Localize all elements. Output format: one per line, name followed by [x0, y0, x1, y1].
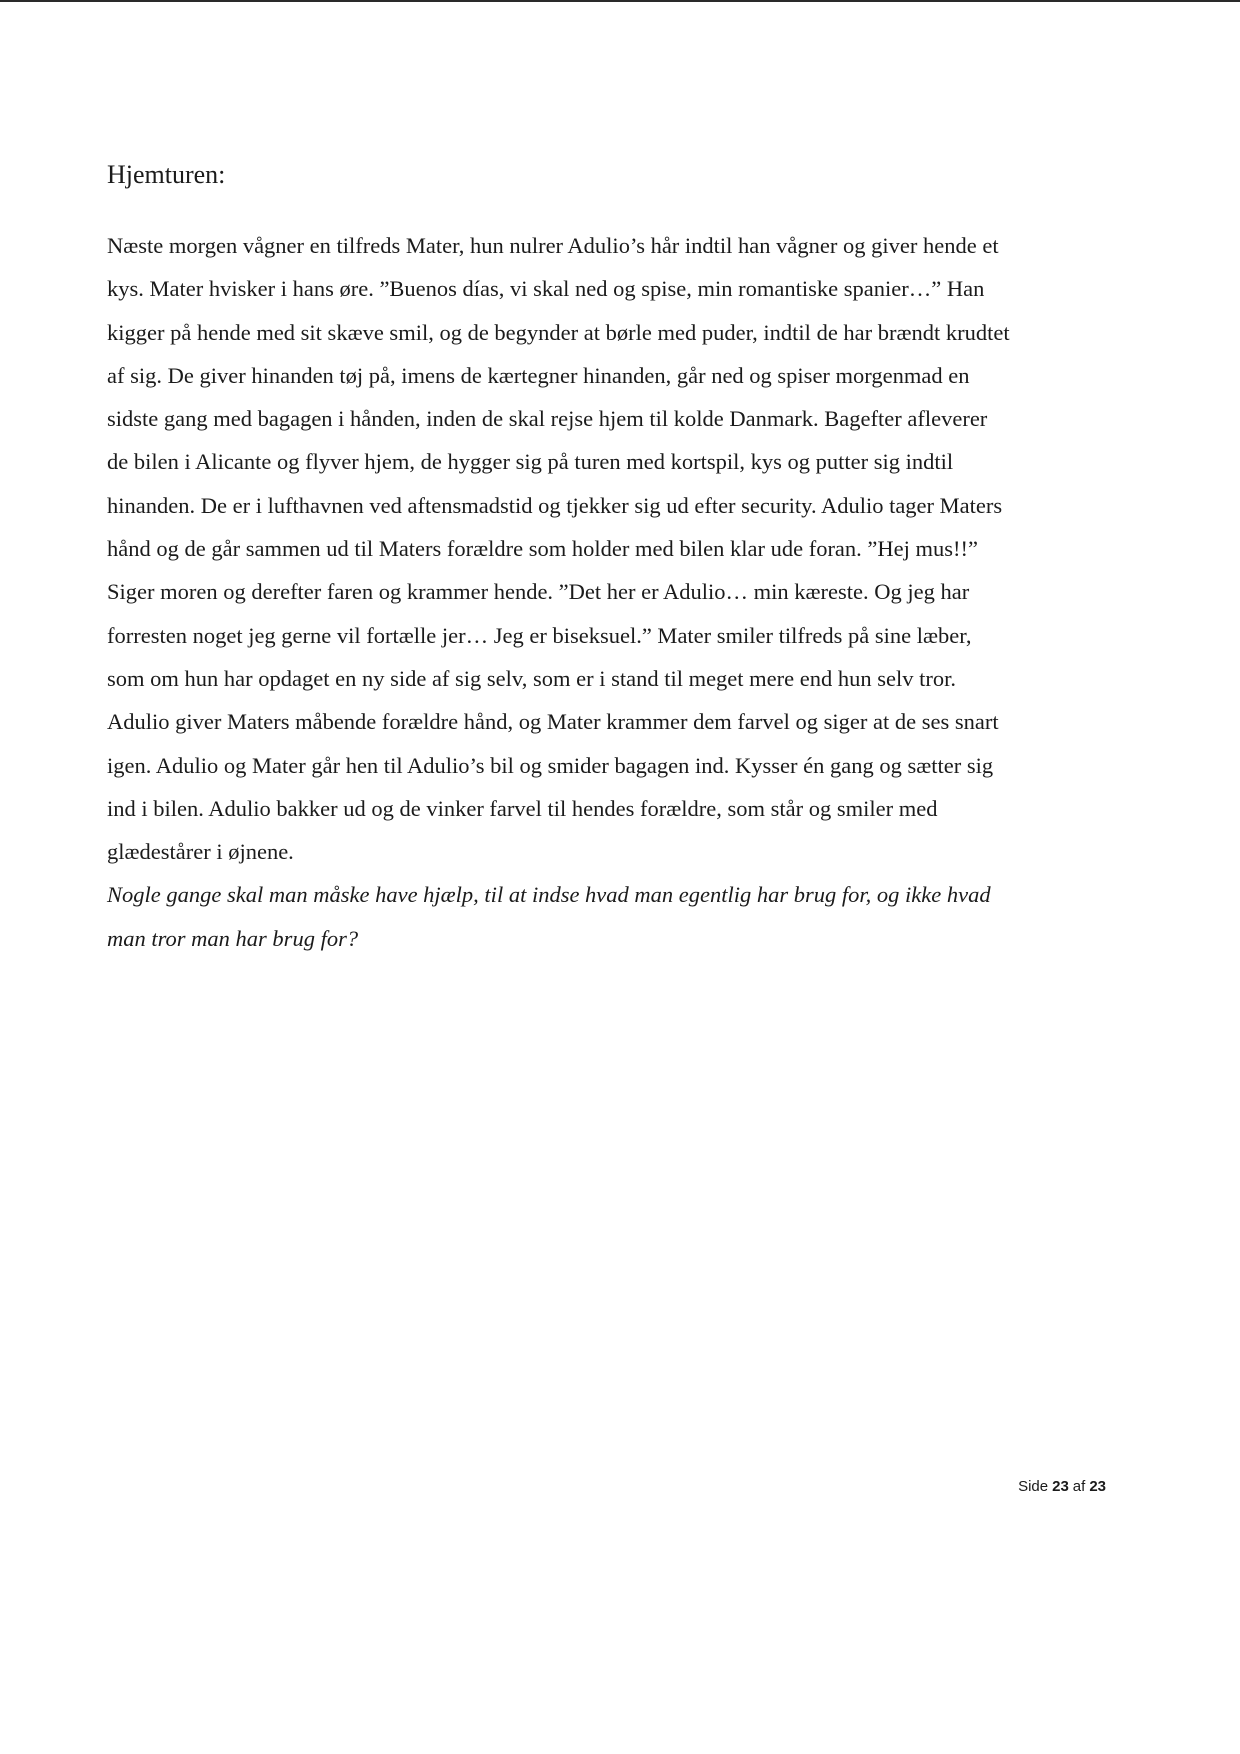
- page-footer: [1018, 1478, 1106, 1495]
- italic-line: Nogle gange skal man måske have hjælp, til at indse hvad man egentlig har brug for, og ikke hvad: [107, 882, 991, 908]
- footer-af-label: af: [1072, 1478, 1086, 1495]
- body-line: som om hun har opdaget en ny side af sig selv, som er i stand til meget mere end hun selv tror.: [107, 665, 956, 691]
- body-line: de bilen i Alicante og flyver hjem, de hygger sig på turen med kortspil, kys og putter sig indtil: [107, 449, 954, 475]
- closing-question-paragraph: [107, 873, 1027, 960]
- body-line: af sig. De giver hinanden tøj på, imens de kærtegner hinanden, går ned og spiser morgenmad en: [107, 362, 970, 388]
- body-line: hånd og de går sammen ud til Maters forældre som holder med bilen klar ude foran. ”Hej mus!!”: [107, 536, 978, 562]
- page-top-border: [0, 0, 1240, 2]
- document-content: [107, 160, 1027, 960]
- body-line: kigger på hende med sit skæve smil, og de begynder at børle med puder, indtil de har brændt krudtet: [107, 319, 1010, 345]
- body-line: hinanden. De er i lufthavnen ved aftensmadstid og tjekker sig ud efter security. Adulio tager Maters: [107, 492, 1003, 518]
- footer-page-number: 23: [1052, 1478, 1069, 1495]
- body-line: Næste morgen vågner en tilfreds Mater, hun nulrer Adulio’s hår indtil han vågner og giver hende et: [107, 233, 999, 258]
- footer-side-label: Side: [1018, 1478, 1049, 1495]
- italic-line: man tror man har brug for?: [107, 925, 359, 951]
- body-line: Siger moren og derefter faren og krammer hende. ”Det her er Adulio… min kæreste. Og jeg har: [107, 579, 970, 605]
- footer-total-pages: 23: [1089, 1478, 1106, 1495]
- body-line: sidste gang med bagagen i hånden, inden de skal rejse hjem til kolde Danmark. Bagefter afleverer: [107, 406, 988, 432]
- body-line: ind i bilen. Adulio bakker ud og de vinker farvel til hendes forældre, som står og smiler med: [107, 795, 938, 821]
- body-line: forresten noget jeg gerne vil fortælle jer… Jeg er biseksuel.” Mater smiler tilfreds på sine læber,: [107, 622, 972, 648]
- body-line: Adulio giver Maters måbende forældre hånd, og Mater krammer dem farvel og siger at de ses snart: [107, 709, 999, 735]
- body-paragraph: [107, 224, 1027, 873]
- section-title: Hjemturen:: [107, 160, 226, 189]
- body-line: glædestårer i øjnene.: [107, 839, 294, 865]
- body-line: igen. Adulio og Mater går hen til Adulio’s bil og smider bagagen ind. Kysser én gang og sætter sig: [107, 752, 994, 778]
- body-line: kys. Mater hvisker i hans øre. ”Buenos días, vi skal ned og spise, min romantiske spanier…” Han: [107, 276, 985, 302]
